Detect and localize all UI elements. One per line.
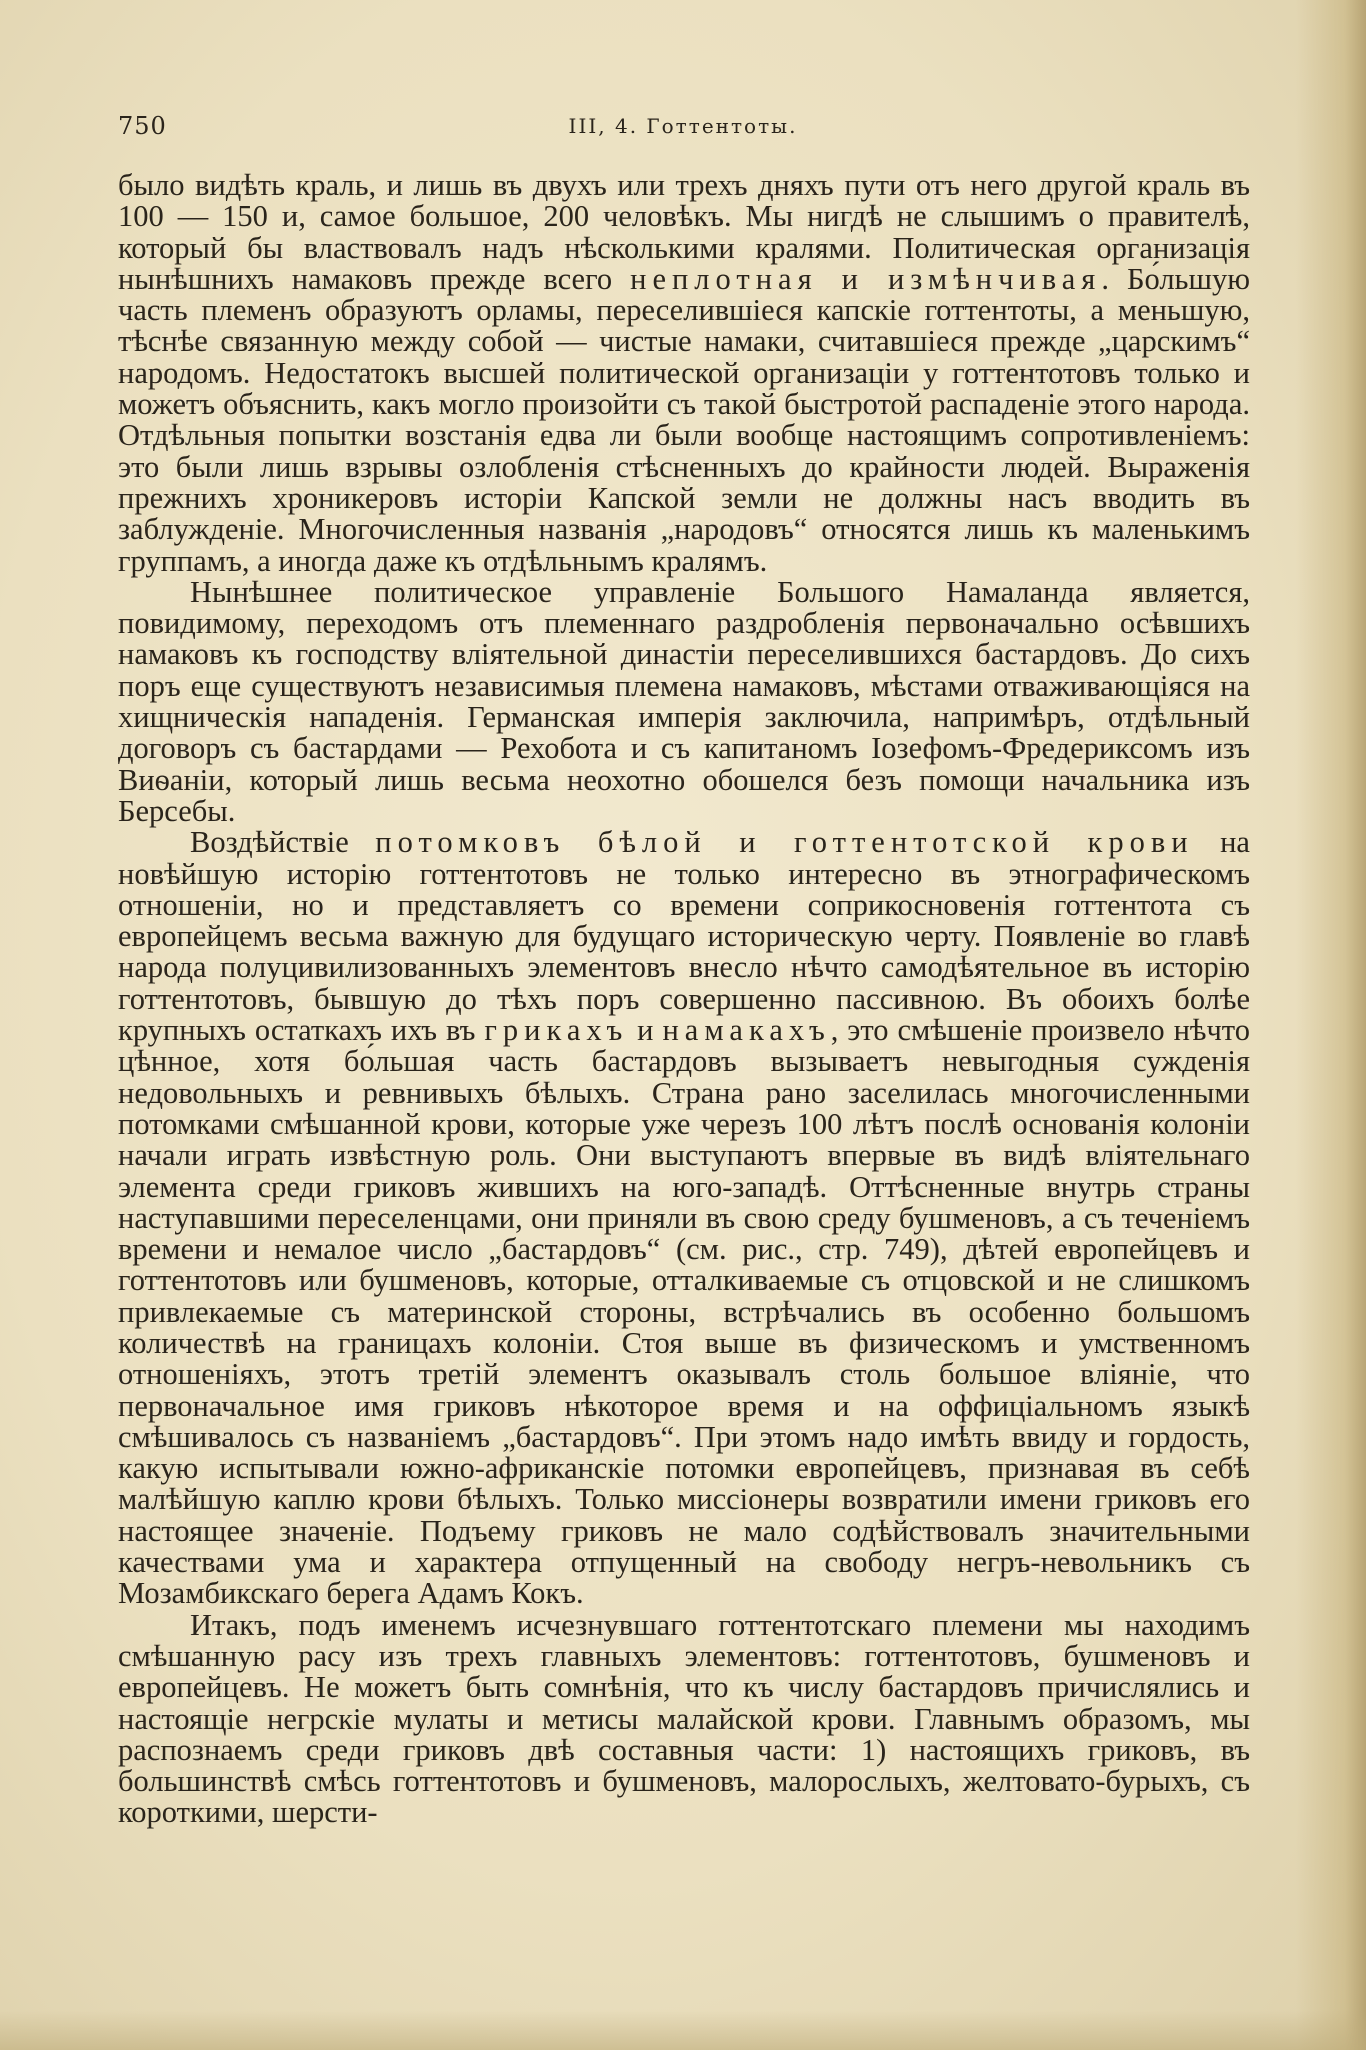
page-header	[118, 112, 1248, 148]
paragraph-text: Итакъ, подъ именемъ исчезнувшаго готтентотскаго племени мы находимъ смѣшанную расу изъ трехъ главныхъ элементовъ: готтентотовъ, бушменовъ и европейцевъ. Не можетъ быть сомнѣнія, что къ числу бастардовъ причислялись и настоящіе негрскіе мулаты и метисы малайской крови. Главнымъ образомъ, мы распознаемъ среди гриковъ двѣ составныя части: 1) настоящихъ гриковъ, въ большинствѣ смѣсь готтентотовъ и бушменовъ, малорослыхъ, желтовато-бурыхъ, съ короткими, шерсти-	[118, 1607, 1250, 1830]
paragraph	[118, 1607, 1250, 1830]
paragraph	[118, 170, 1250, 577]
paragraph	[118, 827, 1250, 1609]
page-edge-shadow	[1296, 0, 1366, 2050]
page-number: 750	[118, 112, 167, 140]
spaced-emphasis-text: грикахъ	[484, 1013, 629, 1048]
paragraph-text: . Бо́льшую часть племенъ образуютъ орламы, переселившіеся капскіе готтентоты, а меньшую, тѣснѣе связанную между собой — чистые намаки, считавшіеся прежде „царскимъ“ народомъ. Недостатокъ высшей политической организаціи у готтентотовъ только и можетъ объяснить, какъ могло произойти съ такой быстротой распаденіе этого народа. Отдѣльныя попытки возстанія едва ли были вообще настоящимъ сопротивленіемъ: это были лишь взрывы озлобленія стѣсненныхъ до крайности людей. Выраженія прежнихъ хроникеровъ исторіи Капской земли не должны насъ вводить въ заблужденіе. Многочисленныя названія „народовъ“ относятся лишь къ маленькимъ группамъ, а иногда даже къ отдѣльнымъ кралямъ.	[118, 261, 1250, 578]
running-title: III, 4. Готтентоты.	[568, 114, 798, 138]
spaced-emphasis-text: потомковъ бѣлой и готтентотской крови	[375, 825, 1194, 860]
spaced-emphasis-text: неплотная и измѣнчивая	[630, 261, 1102, 296]
paragraph-text: и	[628, 1013, 663, 1048]
paragraph-text: Нынѣшнее политическое управленіе Большого Намаланда является, повидимому, переходомъ отъ племеннаго раздробленія первоначально осѣвшихъ намаковъ къ господству вліятельной династіи переселившихся бастардовъ. До сихъ поръ еще существуютъ независимыя племена намаковъ, мѣстами отваживающіяся на хищническія нападенія. Германская имперія заключила, напримѣръ, отдѣльный договоръ съ бастардами — Рехобота и съ капитаномъ Іозефомъ-Фредериксомъ изъ Виѳаніи, который лишь весьма неохотно обошелся безъ помощи начальника изъ Берсебы.	[118, 574, 1250, 828]
paragraph-text: Воздѣйствіе	[190, 825, 376, 860]
paragraph-text: на новѣйшую исторію готтентотовъ не только интересно въ этнографическомъ отношеніи, но и представляетъ со времени соприкосновенія готтентота съ европейцемъ весьма важную для будущаго историческую черту. Появленіе во главѣ народа полуцивилизованныхъ элементовъ внесло нѣчто самодѣятельное въ исторію готтентотовъ, бывшую до тѣхъ поръ совершенно пассивною. Въ обоихъ болѣе крупныхъ остаткахъ ихъ въ	[118, 825, 1250, 1048]
page-bottom-shadow	[0, 2010, 1366, 2050]
paragraph-text: , это смѣшеніе произвело нѣчто цѣнное, хотя бо́льшая часть бастардовъ вызываетъ невыгодныя сужденія недовольныхъ и ревнивыхъ бѣлыхъ. Страна рано заселилась многочисленными потомками смѣшанной крови, которые уже черезъ 100 лѣтъ послѣ основанія колоніи начали играть извѣстную роль. Они выступаютъ впервые въ видѣ вліятельнаго элемента среди гриковъ жившихъ на юго-западѣ. Оттѣсненные внутрь страны наступавшими переселенцами, они приняли въ свою среду бушменовъ, а съ теченіемъ времени и немалое число „бастардовъ“ (см. рис., стр. 749), дѣтей европейцевъ и готтентотовъ или бушменовъ, которые, отталкиваемые съ отцовской и не слишкомъ привлекаемые съ материнской стороны, встрѣчались въ особенно большомъ количествѣ на границахъ колоніи. Стоя выше въ физическомъ и умственномъ отношеніяхъ, этотъ третій элементъ оказывалъ столь большое вліяніе, что первоначальное имя гриковъ нѣкоторое время и на оффиціальномъ языкѣ смѣшивалось съ названіемъ „бастардовъ“. При этомъ надо имѣть ввиду и гордость, какую испытывали южно-африканскіе потомки европейцевъ, признавая въ себѣ малѣйшую каплю крови бѣлыхъ. Только миссіонеры возвратили имени гриковъ его настоящее значеніе. Подъему гриковъ не мало содѣйствовалъ значительными качествами ума и характера отпущенный на свободу негръ-невольникъ съ Мозамбикскаго берега Адамъ Кокъ.	[118, 1013, 1250, 1611]
paragraph-text: было видѣть краль, и лишь въ двухъ или трехъ дняхъ пути отъ него другой краль въ 100 — 150 и, самое большое, 200 человѣкъ. Мы нигдѣ не слышимъ о правителѣ, который бы властвовалъ надъ нѣсколькими кралями. Политическая организація нынѣшнихъ намаковъ прежде всего	[118, 168, 1250, 296]
spaced-emphasis-text: намакахъ	[662, 1013, 831, 1048]
paragraph	[118, 574, 1250, 828]
body-text	[118, 170, 1250, 1829]
